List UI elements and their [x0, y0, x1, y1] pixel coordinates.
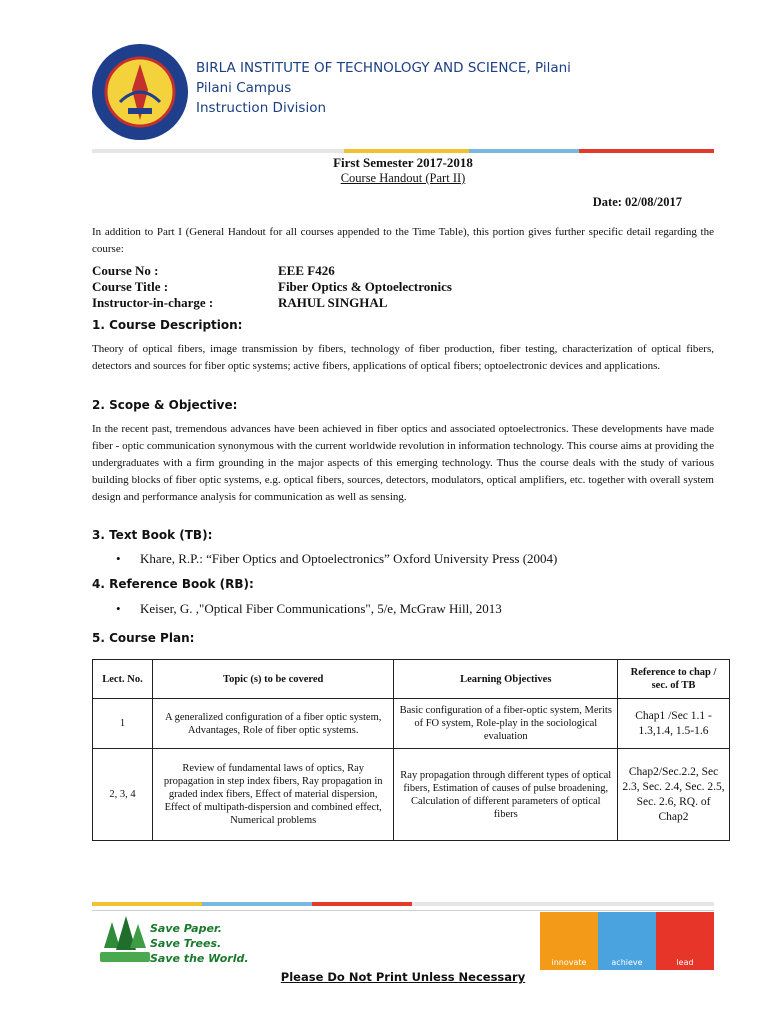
- course-description-heading: 1. Course Description:: [92, 318, 243, 332]
- course-plan-table: [92, 659, 730, 841]
- reference-heading: 4. Reference Book (RB):: [92, 577, 254, 591]
- bullet-icon: •: [116, 551, 121, 566]
- lecture-no-cell: 1: [93, 699, 153, 749]
- objective-cell: Basic configuration of a fiber-optic system, Merits of FO system, Role-play in the sociological evaluation: [394, 699, 618, 749]
- institute-name: BIRLA INSTITUTE OF TECHNOLOGY AND SCIENCE, Pilani: [196, 60, 571, 76]
- stripe-red: [312, 902, 412, 906]
- slogan-save-paper: Save Paper.: [150, 922, 222, 935]
- course-plan-heading: 5. Course Plan:: [92, 631, 195, 645]
- handout-subtitle: Course Handout (Part II): [340, 171, 466, 185]
- scope-text: In the recent past, tremendous advances have been achieved in fiber optics and associated optoelectronics. These developments have made fiber - optic communication synonymous with the current worldwide revolution in information technology. This course aims at providing the undergraduates with a firm grounding in the major aspects of this emerging technology. Thus the course deals with the study of various building blocks of fiber optic systems, e.g. optical fibers, sources, detectors, modulators, optical amplifiers, etc. together with overall system design and performance analysis for communication as well as sensing.: [92, 423, 714, 503]
- header-topics: Topic (s) to be covered: [152, 660, 394, 699]
- stripe-yellow: [92, 902, 202, 906]
- stripe-red: [579, 149, 714, 153]
- header-learning-objectives: Learning Objectives: [394, 660, 618, 699]
- stripe-gray: [412, 902, 714, 906]
- topic-cell: A generalized configuration of a fiber optic system, Advantages, Role of fiber optic systems.: [152, 699, 394, 749]
- header-reference: Reference to chap / sec. of TB: [618, 660, 730, 699]
- scope-heading: 2. Scope & Objective:: [92, 398, 238, 412]
- instructor-label: Instructor-in-charge :: [92, 295, 214, 310]
- reference-cell: Chap1 /Sec 1.1 - 1.3,1.4, 1.5-1.6: [618, 699, 730, 749]
- header-color-stripe: [92, 149, 714, 153]
- course-no-label: Course No :: [92, 263, 159, 278]
- table-header-row: [93, 660, 730, 699]
- brand-word-achieve: achieve: [611, 958, 643, 967]
- campus-name: Pilani Campus: [196, 80, 292, 96]
- division-name: Instruction Division: [196, 100, 327, 116]
- lecture-no-cell: 2, 3, 4: [93, 749, 153, 841]
- stripe-gray: [92, 149, 344, 153]
- table-row: [93, 749, 730, 841]
- slogan-save-trees: Save Trees.: [150, 937, 222, 950]
- stripe-yellow: [344, 149, 469, 153]
- semester-title: First Semester 2017-2018: [333, 155, 473, 170]
- stripe-blue: [202, 902, 312, 906]
- handout-date: Date: 02/08/2017: [592, 195, 682, 209]
- bullet-icon: •: [116, 601, 121, 616]
- objective-cell: Ray propagation through different types of optical fibers, Estimation of causes of pulse broadening, Calculation of different parameters of optical fibers: [394, 749, 618, 841]
- tree-icon: [100, 914, 150, 966]
- brand-block-lead: [656, 912, 714, 970]
- textbook-heading: 3. Text Book (TB):: [92, 528, 213, 542]
- print-notice: Please Do Not Print Unless Necessary: [280, 970, 526, 984]
- course-no-value: EEE F426: [278, 263, 335, 278]
- textbook-text: Khare, R.P.: “Fiber Optics and Optoelectronics” Oxford University Press (2004): [140, 551, 558, 566]
- brand-word-innovate: innovate: [551, 958, 587, 967]
- brand-block-innovate: [540, 912, 598, 970]
- intro-paragraph: In addition to Part I (General Handout for all courses appended to the Time Table), this portion gives further specific detail regarding the course:: [92, 226, 714, 255]
- header-lecture-no: Lect. No.: [93, 660, 153, 699]
- table-row: [93, 699, 730, 749]
- stripe-blue: [469, 149, 579, 153]
- reference-text: Keiser, G. ,"Optical Fiber Communications", 5/e, McGraw Hill, 2013: [140, 601, 502, 616]
- textbook-item: [116, 551, 557, 567]
- brand-strip: [540, 912, 714, 970]
- course-title-label: Course Title :: [92, 279, 169, 294]
- slogan-save-world: Save the World.: [150, 952, 249, 965]
- topic-cell: Review of fundamental laws of optics, Ray propagation in step index fibers, Ray propagation in graded index fibers, Effect of material dispersion, Effect of multipath-dispersion and combined effect, Numerical problems: [152, 749, 394, 841]
- course-description-text: Theory of optical fibers, image transmission by fibers, technology of fiber production, fiber testing, characterization of optical fibers, detectors and sources for fiber optic systems; active fibers, applications of optical fibers; optoelectronic devices and applications.: [92, 343, 714, 372]
- brand-word-lead: lead: [676, 958, 694, 967]
- reference-item: [116, 601, 502, 617]
- reference-cell: Chap2/Sec.2.2, Sec 2.3, Sec. 2.4, Sec. 2.5, Sec. 2.6, RQ. of Chap2: [618, 749, 730, 841]
- brand-block-achieve: [598, 912, 656, 970]
- course-title-value: Fiber Optics & Optoelectronics: [278, 279, 452, 294]
- institute-logo: [90, 42, 190, 142]
- instructor-value: RAHUL SINGHAL: [278, 295, 388, 310]
- footer-color-stripe: [92, 902, 714, 906]
